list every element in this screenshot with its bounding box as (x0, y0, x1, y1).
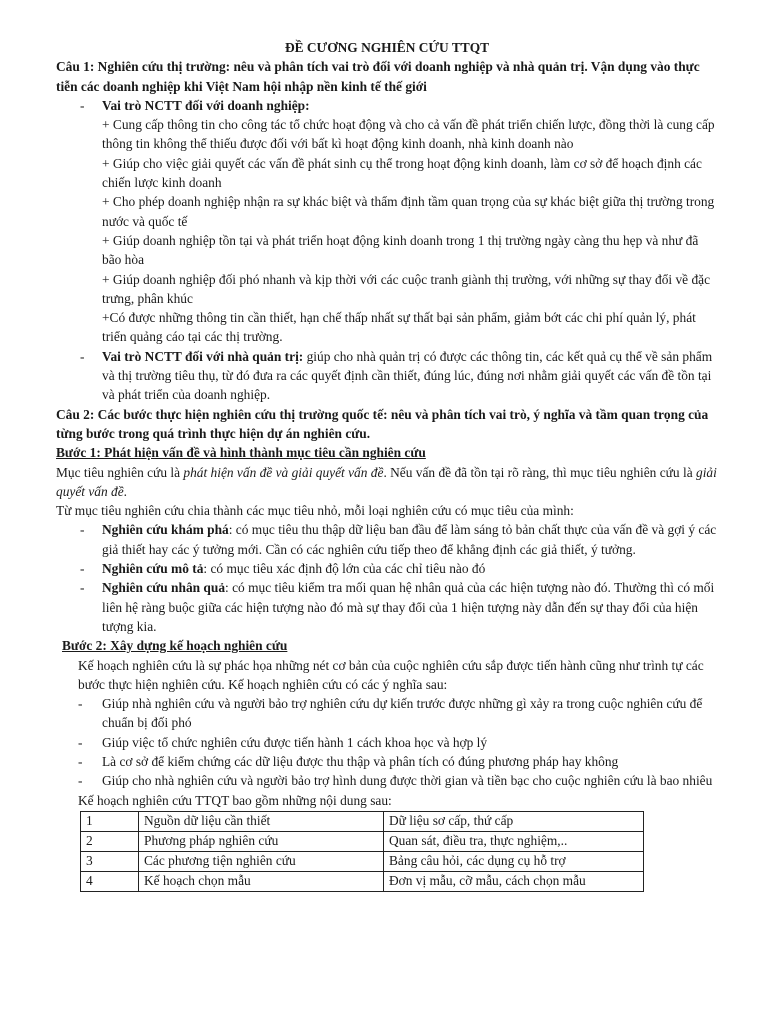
table-cell: Kế hoạch chọn mẫu (139, 871, 384, 891)
table-cell: 1 (81, 811, 139, 831)
research-type-item (56, 520, 718, 559)
manager-role-heading: Vai trò NCTT đối với nhà quản trị: (102, 348, 304, 364)
step-1-split-text: Từ mục tiêu nghiên cứu chia thành các mục tiêu nhỏ, mỗi loại nghiên cứu có mục tiêu của mình: (56, 503, 574, 519)
business-role-item (56, 96, 718, 115)
plan-meaning-item: - Là cơ sở để kiểm chứng các dữ liệu được thu thập và phân tích có đúng phương pháp hay không (56, 752, 718, 771)
business-point: + Giúp doanh nghiệp đối phó nhanh và kịp thời với các cuộc tranh giành thị trường, với những sự thay đổi về đặc trưng, phân khúc (102, 271, 711, 306)
step-2-heading: Bước 2: Xây dựng kế hoạch nghiên cứu (62, 638, 288, 654)
plan-meaning-item: - Giúp việc tổ chức nghiên cứu được tiến hành 1 cách khoa học và hợp lý (56, 733, 718, 752)
table-cell: Quan sát, điều tra, thực nghiệm,.. (384, 831, 644, 851)
business-role-points (56, 115, 718, 347)
research-type-name: Nghiên cứu khám phá (102, 522, 229, 538)
document-title: ĐỀ CƯƠNG NGHIÊN CỨU TTQT (284, 40, 490, 55)
plan-intro: Kế hoạch nghiên cứu TTQT bao gồm những nội dung sau: (78, 792, 392, 808)
business-point: + Cung cấp thông tin cho công tác tổ chức hoạt động và cho cả vấn đề phát triển chiến lược, đồng thời là cung cấp thông tin không thể thiếu được đối với bất kì hoạt động kinh doanh, nhà kinh doanh nào (102, 117, 715, 152)
step-1-goal (56, 463, 718, 502)
table-row (81, 851, 644, 871)
step-1-heading: Bước 1: Phát hiện vấn đề và hình thành mục tiêu cần nghiên cứu (56, 445, 426, 461)
manager-role-item (56, 347, 718, 405)
business-point: + Giúp cho việc giải quyết các vấn đề phát sinh cụ thể trong hoạt động kinh doanh, làm cơ sở để hoạch định các chiến lược kinh doanh (102, 155, 702, 191)
goal-emphasis: phát hiện vấn đề và giải quyết vấn đề (183, 464, 384, 480)
business-point: +Có được những thông tin cần thiết, hạn chế thấp nhất sự thất bại sản phẩm, giảm bớt các chi phí quản lý, phát triển quảng cáo tại các thị trường. (102, 310, 696, 345)
step-2-intro: Kế hoạch nghiên cứu là sự phác họa những nét cơ bản của cuộc nghiên cứu sắp được tiến hành cũng như trình tự các bước thực hiện nghiên cứu. Kế hoạch nghiên cứu có các ý nghĩa sau: (78, 657, 704, 692)
plan-table (80, 811, 644, 892)
question-2-heading: Câu 2: Các bước thực hiện nghiên cứu thị trường quốc tế: nêu và phân tích vai trò, ý nghĩa và tầm quan trọng của từng bước trong quá trình thực hiện dự án nghiên cứu. (56, 406, 709, 441)
table-row (81, 871, 644, 891)
table-cell: Đơn vị mẫu, cỡ mẫu, cách chọn mẫu (384, 871, 644, 891)
table-cell: 2 (81, 831, 139, 851)
table-cell: 3 (81, 851, 139, 871)
table-row (81, 811, 644, 831)
plan-meanings-list (56, 694, 718, 790)
research-type-name: Nghiên cứu nhân quả (102, 580, 226, 596)
table-cell: Phương pháp nghiên cứu (139, 831, 384, 851)
research-types-list (56, 520, 718, 636)
manager-role-list (56, 347, 718, 405)
manager-role-text: giúp cho nhà quản trị có được các thông tin, các kết quả cụ thể về sản phẩm và thị trường tiêu thụ, từ đó đưa ra các quyết định cần thiết, đúng lúc, đúng nơi nhằm giải quyết các vấn đề tồn tại và phát triển của doanh nghiệp. (102, 348, 713, 403)
table-cell: Nguồn dữ liệu cần thiết (139, 811, 384, 831)
table-cell: 4 (81, 871, 139, 891)
question-1-roles (56, 96, 718, 115)
research-type-item (56, 559, 718, 578)
research-type-text: : có mục tiêu kiểm tra mối quan hệ nhân quả của các hiện tượng nào đó. Thường thì có mối liên hệ ràng buộc giữa các hiện tượng nào đó mà sự thay đổi của 1 hiện tượng này dẫn đến sự thay đổi của hiện tượng kia. (102, 580, 715, 634)
table-cell: Bảng câu hỏi, các dụng cụ hỗ trợ (384, 851, 644, 871)
plan-meaning-item: - Giúp nhà nghiên cứu và người bảo trợ nghiên cứu dự kiến trước được những gì xảy ra trong cuộc nghiên cứu để chuẩn bị đối phó (56, 694, 718, 733)
table-row (81, 831, 644, 851)
research-type-name: Nghiên cứu mô tả (102, 561, 204, 577)
table-cell: Dữ liệu sơ cấp, thứ cấp (384, 811, 644, 831)
goal-emphasis: giải quyết vấn đề (56, 464, 717, 499)
plan-meaning-item: - Giúp cho nhà nghiên cứu và người bảo trợ hình dung được thời gian và tiền bạc cho cuộc nghiên cứu là bao nhiêu (56, 771, 718, 790)
business-point: + Cho phép doanh nghiệp nhận ra sự khác biệt và thẩm định tầm quan trọng của sự khác biệt giữa thị trường trong nước và quốc tế (102, 194, 715, 229)
research-type-text: : có mục tiêu thu thập dữ liệu ban đầu để làm sáng tỏ bản chất thực của vấn đề và gợi ý các giả thiết hay các ý tưởng mới. Cần có các nghiên cứu tiếp theo để khẳng định các giả thiết, ý tưởng. (102, 522, 717, 557)
business-point: + Giúp doanh nghiệp tồn tại và phát triển hoạt động kinh doanh trong 1 thị trường ngày càng thu hẹp và như đã bão hòa (102, 232, 699, 268)
research-type-item (56, 578, 718, 636)
research-type-text: : có mục tiêu xác định độ lớn của các chỉ tiêu nào đó (203, 561, 486, 577)
goal-text: Mục tiêu nghiên cứu là (56, 464, 184, 480)
goal-text: . Nếu vấn đề đã tồn tại rõ ràng, thì mục tiêu nghiên cứu là (383, 464, 696, 480)
goal-text: . (123, 483, 128, 499)
business-role-heading: Vai trò NCTT đối với doanh nghiệp: (102, 97, 310, 113)
table-cell: Các phương tiện nghiên cứu (139, 851, 384, 871)
question-1-heading: Câu 1: Nghiên cứu thị trường: nêu và phân tích vai trò đối với doanh nghiệp và nhà quản trị. Vận dụng vào thực tiễn các doanh nghiệp khi Việt Nam hội nhập nền kinh tế thế giới (56, 59, 700, 94)
